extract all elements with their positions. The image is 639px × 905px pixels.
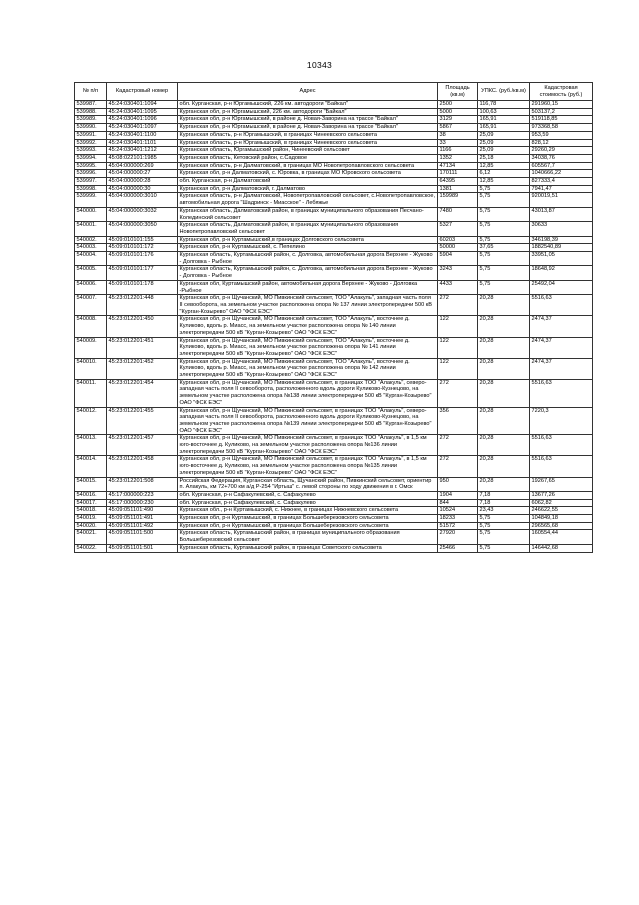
area-cell: 1166 bbox=[438, 147, 478, 155]
area-cell: 3129 bbox=[438, 116, 478, 124]
upks-cell: 5,75 bbox=[478, 530, 530, 544]
cadastral-cost-cell: 7220,3 bbox=[530, 407, 593, 435]
address-cell: Курганская обл, р-н Щучанский, МО Пивкинский сельсовет, в границах ТОО "Алакуль", северо-западная часть поля II севооборота, расположенного вдоль дороги Куликово-Кузнецово, на земельном участке расположена опора №139 линии электропередачи 500 кВ "Курган-Козырево" ОАО "ФСК ЕЭС" bbox=[178, 407, 438, 435]
table-row bbox=[75, 316, 593, 337]
upks-cell: 25,09 bbox=[478, 139, 530, 147]
area-cell: 272 bbox=[438, 456, 478, 477]
address-cell: Курганская обл, р-н Далматовский, г. Далматово bbox=[178, 185, 438, 193]
row-number-cell: 540014. bbox=[75, 456, 107, 477]
table-row bbox=[75, 477, 593, 491]
upks-cell: 116,78 bbox=[478, 101, 530, 109]
cadastral-cost-cell: 43013,87 bbox=[530, 207, 593, 221]
address-cell: Курганская обл, р-н Щучанский, МО Пивкинский сельсовет, в границах ТОО "Алакуль", северо-западная часть поля II севооборота, расположенного вдоль дороги Куликово-Кузнецово, на земельном участке расположена опора №138 линии электропередачи 500 кВ "Курган-Козырево" ОАО "ФСК ЕЭС" bbox=[178, 379, 438, 407]
upks-cell: 5,75 bbox=[478, 185, 530, 193]
cadastral-cost-cell: 1040666,22 bbox=[530, 170, 593, 178]
table-row bbox=[75, 131, 593, 139]
upks-cell: 165,91 bbox=[478, 124, 530, 132]
row-number-cell: 540015. bbox=[75, 477, 107, 491]
cadastral-number-cell: 45:04:000000:30 bbox=[107, 185, 178, 193]
address-cell: Курганская обл, р-н Куртамышский, с. Пепелино bbox=[178, 244, 438, 252]
cadastral-cost-cell: 33951,05 bbox=[530, 252, 593, 266]
area-cell: 47134 bbox=[438, 162, 478, 170]
row-number-cell: 539997. bbox=[75, 178, 107, 186]
area-cell: 2500 bbox=[438, 101, 478, 109]
area-cell: 170111 bbox=[438, 170, 478, 178]
table-row bbox=[75, 491, 593, 499]
table-row bbox=[75, 193, 593, 207]
cadastral-cost-cell: 34038,76 bbox=[530, 154, 593, 162]
area-cell: 122 bbox=[438, 358, 478, 379]
table-row bbox=[75, 162, 593, 170]
upks-cell: 25,09 bbox=[478, 131, 530, 139]
address-cell: Курганская обл, р-н Щучанский, МО Пивкинский сельсовет, ТОО "Алакуль", восточнее д. Куликово, вдоль р. Миасс, на земельном участке расположена опора № 141 линии электропередачи 500 кВ "Курган-Козырево" ОАО "ФСК ЕЭС" bbox=[178, 337, 438, 358]
cadastral-cost-cell: 25492,04 bbox=[530, 280, 593, 294]
header-upks: УПКС. (руб./кв.м) bbox=[478, 83, 530, 101]
area-cell: 64395 bbox=[438, 178, 478, 186]
table-row bbox=[75, 252, 593, 266]
row-number-cell: 539999. bbox=[75, 193, 107, 207]
upks-cell: 20,28 bbox=[478, 435, 530, 456]
table-row bbox=[75, 207, 593, 221]
cadastral-number-cell: 45:09:051101:490 bbox=[107, 507, 178, 515]
cadastral-number-cell: 45:04:000000:3010 bbox=[107, 193, 178, 207]
address-cell: Курганская область, Далматовский район, в границах муниципального образования Новопетропавловский сельсовет bbox=[178, 222, 438, 236]
cadastral-number-cell: 45:09:010101:172 bbox=[107, 244, 178, 252]
address-cell: Курганская область, Кетовский район, с.Садовое bbox=[178, 154, 438, 162]
address-cell: Курганская область, Юргамышский район, Чинеевский сельсовет bbox=[178, 147, 438, 155]
area-cell: 7480 bbox=[438, 207, 478, 221]
cadastral-number-cell: 45:17:000000:223 bbox=[107, 491, 178, 499]
table-row bbox=[75, 358, 593, 379]
table-row bbox=[75, 185, 593, 193]
area-cell: 25466 bbox=[438, 544, 478, 552]
upks-cell: 20,28 bbox=[478, 379, 530, 407]
area-cell: 122 bbox=[438, 316, 478, 337]
upks-cell: 5,75 bbox=[478, 280, 530, 294]
address-cell: Курганская обл, р-н Юргамышский, в районе д. Новая-Заворина на трассе "Байкал" bbox=[178, 116, 438, 124]
address-cell: обл. Курганская, р-н Далматовский bbox=[178, 178, 438, 186]
cadastral-number-cell: 45:09:051101:491 bbox=[107, 515, 178, 523]
cadastral-cost-cell: 503137,2 bbox=[530, 108, 593, 116]
cadastral-number-cell: 45:09:051101:500 bbox=[107, 530, 178, 544]
address-cell: Курганская обл, р-н Щучанский, МО Пивкинский сельсовет, ТОО "Алакуль", восточнее д. Куликово, вдоль р. Миасс, на земельном участке расположена опора № 140 линии электропередачи 500 кВ "Курган-Козырево" ОАО "ФСК ЕЭС" bbox=[178, 316, 438, 337]
upks-cell: 6,12 bbox=[478, 170, 530, 178]
address-cell: Курганская обл, р-н Щучанский, МО Пивкинский сельсовет, в границах ТОО "Алакуль", в 1,5 км юго-восточнее д. Куликово, на земельном участке расположена опора №136 линии электропередачи 500 кВ "Курган-Козырево" ОАО "ФСК ЕЭС" bbox=[178, 435, 438, 456]
upks-cell: 20,28 bbox=[478, 477, 530, 491]
upks-cell: 5,75 bbox=[478, 207, 530, 221]
row-number-cell: 540005. bbox=[75, 266, 107, 280]
header-cadastral-cost: Кадастровая стоимость (руб.) bbox=[530, 83, 593, 101]
cadastral-number-cell: 45:04:000000:3050 bbox=[107, 222, 178, 236]
table-row bbox=[75, 280, 593, 294]
cadastral-cost-cell: 146442,68 bbox=[530, 544, 593, 552]
header-area: Площадь (кв.м) bbox=[438, 83, 478, 101]
upks-cell: 5,75 bbox=[478, 193, 530, 207]
table-row bbox=[75, 522, 593, 530]
row-number-cell: 540016. bbox=[75, 491, 107, 499]
area-cell: 33 bbox=[438, 139, 478, 147]
row-number-cell: 539992. bbox=[75, 139, 107, 147]
table-row bbox=[75, 108, 593, 116]
address-cell: Курганская обл, Куртамышский район, автомобильная дорога Верхнее - Жуково - Долговка -Рыбное bbox=[178, 280, 438, 294]
table-row bbox=[75, 222, 593, 236]
row-number-cell: 540012. bbox=[75, 407, 107, 435]
address-cell: Курганская область, Далматовский район, в границах муниципального образования Песчано-Колединский сельсовет bbox=[178, 207, 438, 221]
area-cell: 1904 bbox=[438, 491, 478, 499]
upks-cell: 7,18 bbox=[478, 499, 530, 507]
table-row bbox=[75, 170, 593, 178]
table-row bbox=[75, 435, 593, 456]
area-cell: 844 bbox=[438, 499, 478, 507]
area-cell: 272 bbox=[438, 295, 478, 316]
upks-cell: 23,43 bbox=[478, 507, 530, 515]
cadastral-number-cell: 45:08:022101:1985 bbox=[107, 154, 178, 162]
row-number-cell: 540017. bbox=[75, 499, 107, 507]
address-cell: Курганская обл, р-н Куртамышский,в границах Долговского сельсовета bbox=[178, 236, 438, 244]
cadastral-cost-cell: 19267,65 bbox=[530, 477, 593, 491]
address-cell: Курганская обл, р-н Щучанский, МО Пивкинский сельсовет, в границах ТОО "Алакуль", в 1,5 км юго-восточнее д. Куликово, на земельном участке расположена опора №135 линии электропередачи 500 кВ "Курган-Козырево" ОАО "ФСК ЕЭС" bbox=[178, 456, 438, 477]
area-cell: 18233 bbox=[438, 515, 478, 523]
upks-cell: 5,75 bbox=[478, 544, 530, 552]
cadastral-number-cell: 45:23:012201:452 bbox=[107, 358, 178, 379]
cadastral-number-cell: 45:24:030401:1097 bbox=[107, 124, 178, 132]
upks-cell: 165,91 bbox=[478, 116, 530, 124]
address-cell: обл. Курганская, р-н Сафакулевский, с. Сафакулево bbox=[178, 499, 438, 507]
cadastral-cost-cell: 104849,18 bbox=[530, 515, 593, 523]
row-number-cell: 540002. bbox=[75, 236, 107, 244]
area-cell: 356 bbox=[438, 407, 478, 435]
cadastral-cost-cell: 2474,37 bbox=[530, 316, 593, 337]
area-cell: 122 bbox=[438, 337, 478, 358]
cadastral-cost-cell: 30633 bbox=[530, 222, 593, 236]
table-row bbox=[75, 507, 593, 515]
table-row bbox=[75, 530, 593, 544]
cadastral-cost-cell: 6062,82 bbox=[530, 499, 593, 507]
cadastral-cost-cell: 2474,37 bbox=[530, 337, 593, 358]
row-number-cell: 539994. bbox=[75, 154, 107, 162]
row-number-cell: 540003. bbox=[75, 244, 107, 252]
cadastral-cost-cell: 605567,7 bbox=[530, 162, 593, 170]
cadastral-number-cell: 45:23:012201:458 bbox=[107, 456, 178, 477]
table-row bbox=[75, 379, 593, 407]
table-row bbox=[75, 139, 593, 147]
upks-cell: 20,28 bbox=[478, 407, 530, 435]
upks-cell: 20,28 bbox=[478, 358, 530, 379]
area-cell: 5327 bbox=[438, 222, 478, 236]
upks-cell: 5,75 bbox=[478, 266, 530, 280]
cadastral-number-cell: 45:23:012201:454 bbox=[107, 379, 178, 407]
cadastral-number-cell: 45:24:030401:1095 bbox=[107, 108, 178, 116]
row-number-cell: 540018. bbox=[75, 507, 107, 515]
cadastral-number-cell: 45:04:000000:3032 bbox=[107, 207, 178, 221]
table-row bbox=[75, 407, 593, 435]
upks-cell: 5,75 bbox=[478, 252, 530, 266]
table-header-row bbox=[75, 83, 593, 101]
area-cell: 1352 bbox=[438, 154, 478, 162]
row-number-cell: 539988. bbox=[75, 108, 107, 116]
upks-cell: 20,28 bbox=[478, 295, 530, 316]
row-number-cell: 539993. bbox=[75, 147, 107, 155]
page-number: 10343 bbox=[306, 60, 333, 70]
row-number-cell: 539989. bbox=[75, 116, 107, 124]
row-number-cell: 539987. bbox=[75, 101, 107, 109]
upks-cell: 12,85 bbox=[478, 178, 530, 186]
cadastral-number-cell: 45:09:051101:492 bbox=[107, 522, 178, 530]
cadastral-number-cell: 45:09:010101:178 bbox=[107, 280, 178, 294]
area-cell: 5000 bbox=[438, 108, 478, 116]
address-cell: Курганская область, Куртамышский район, в границах Советского сельсовета bbox=[178, 544, 438, 552]
upks-cell: 20,28 bbox=[478, 316, 530, 337]
cadastral-cost-cell: 346198,39 bbox=[530, 236, 593, 244]
row-number-cell: 540001. bbox=[75, 222, 107, 236]
area-cell: 4433 bbox=[438, 280, 478, 294]
address-cell: Курганская обл, р-н Юргамышский, в районе д. Новая-Заворина на трассе "Байкал" bbox=[178, 124, 438, 132]
area-cell: 3243 bbox=[438, 266, 478, 280]
cadastral-number-cell: 45:23:012201:448 bbox=[107, 295, 178, 316]
upks-cell: 100,63 bbox=[478, 108, 530, 116]
cadastral-cost-cell: 2474,37 bbox=[530, 358, 593, 379]
address-cell: обл. Курганская, р-н Юргамышский, 226 км. автодороги "Байкал" bbox=[178, 101, 438, 109]
cadastral-cost-cell: 5516,63 bbox=[530, 456, 593, 477]
upks-cell: 25,09 bbox=[478, 147, 530, 155]
row-number-cell: 539991. bbox=[75, 131, 107, 139]
cadastral-cost-cell: 296565,68 bbox=[530, 522, 593, 530]
table-row bbox=[75, 499, 593, 507]
table-row bbox=[75, 544, 593, 552]
table-row bbox=[75, 515, 593, 523]
table-row bbox=[75, 266, 593, 280]
table-row bbox=[75, 154, 593, 162]
row-number-cell: 540021. bbox=[75, 530, 107, 544]
table-row bbox=[75, 295, 593, 316]
row-number-cell: 540000. bbox=[75, 207, 107, 221]
cadastral-number-cell: 45:23:012201:455 bbox=[107, 407, 178, 435]
row-number-cell: 540007. bbox=[75, 295, 107, 316]
table-body bbox=[75, 101, 593, 553]
area-cell: 38 bbox=[438, 131, 478, 139]
upks-cell: 12,85 bbox=[478, 162, 530, 170]
upks-cell: 37,65 bbox=[478, 244, 530, 252]
address-cell: Курганская область, Куртамышский район, с. Долговка, автомобильная дорога Верхнее - Жуково - Долговка - Рыбное bbox=[178, 266, 438, 280]
address-cell: Российская Федерация, Курганская область, Щучанский район, Пивкинский сельсовет, ориентир п. Алакуль, км 72+700 км а/д Р-254 "Иртыш" с. левой стороны по ходу движения в г. Омск bbox=[178, 477, 438, 491]
cadastral-number-cell: 45:04:000000:269 bbox=[107, 162, 178, 170]
address-cell: Курганская область, Куртамышский район, в границах муниципального образования Большеберезовский сельсовет bbox=[178, 530, 438, 544]
address-cell: Курганская обл, р-н Щучанский, МО Пивкинский сельсовет, ТОО "Алакуль", восточнее д. Куликово, вдоль р. Миасс, на земельном участке расположена опора № 142 линии электропередачи 500 кВ "Курган-Козырево" ОАО "ФСК ЕЭС" bbox=[178, 358, 438, 379]
table-row bbox=[75, 456, 593, 477]
row-number-cell: 539998. bbox=[75, 185, 107, 193]
cadastral-number-cell: 45:23:012201:450 bbox=[107, 316, 178, 337]
table-row bbox=[75, 116, 593, 124]
table-row bbox=[75, 337, 593, 358]
header-cadastral-number: Кадастровый номер bbox=[107, 83, 178, 101]
table-row bbox=[75, 147, 593, 155]
row-number-cell: 540009. bbox=[75, 337, 107, 358]
cadastral-cost-cell: 953,59 bbox=[530, 131, 593, 139]
address-cell: Курганская обл., р-н Куртамышский, с. Нижнее, в границах Нижневского сельсовета bbox=[178, 507, 438, 515]
row-number-cell: 539996. bbox=[75, 170, 107, 178]
area-cell: 10524 bbox=[438, 507, 478, 515]
address-cell: Курганская область, р-н Далматовский, Новопетропавловский сельсовет, с.Новопетропавловское, автомобильная дорога "Шадринск - Миасское" - Лебяжье bbox=[178, 193, 438, 207]
table-row bbox=[75, 244, 593, 252]
area-cell: 1381 bbox=[438, 185, 478, 193]
address-cell: Курганская обл, р-н Щучанский, МО Пивкинский сельсовет, ТОО "Алакуль", западная часть поля II севооборота, на земельном участке расположена опора № 137 линии электропередачи 500 кВ "Курган-Козырево" ОАО "ФСК ЕЭС" bbox=[178, 295, 438, 316]
row-number-cell: 540006. bbox=[75, 280, 107, 294]
area-cell: 950 bbox=[438, 477, 478, 491]
cadastral-cost-cell: 291960,15 bbox=[530, 101, 593, 109]
table-row bbox=[75, 236, 593, 244]
cadastral-number-cell: 45:04:000000:27 bbox=[107, 170, 178, 178]
area-cell: 27920 bbox=[438, 530, 478, 544]
address-cell: Курганская обл, р-н Далматовский, с. Юровка, в границах МО Юровского сельсовета bbox=[178, 170, 438, 178]
area-cell: 272 bbox=[438, 435, 478, 456]
upks-cell: 5,75 bbox=[478, 222, 530, 236]
address-cell: Курганская область, р-н Далматовский, в границах МО Новопетропавловского сельсовета bbox=[178, 162, 438, 170]
cadastral-cost-cell: 973368,58 bbox=[530, 124, 593, 132]
cadastral-number-cell: 45:04:000000:28 bbox=[107, 178, 178, 186]
address-cell: Курганская область, р-н Юргамышский, в границах Чинеевского сельсовета bbox=[178, 131, 438, 139]
cadastral-cost-cell: 18648,92 bbox=[530, 266, 593, 280]
row-number-cell: 540019. bbox=[75, 515, 107, 523]
cadastral-number-cell: 45:17:000000:230 bbox=[107, 499, 178, 507]
row-number-cell: 540004. bbox=[75, 252, 107, 266]
cadastral-cost-cell: 1882540,89 bbox=[530, 244, 593, 252]
table-row bbox=[75, 178, 593, 186]
cadastral-cost-cell: 5516,63 bbox=[530, 379, 593, 407]
area-cell: 272 bbox=[438, 379, 478, 407]
cadastral-cost-cell: 160554,44 bbox=[530, 530, 593, 544]
cadastral-cost-cell: 246622,55 bbox=[530, 507, 593, 515]
cadastral-number-cell: 45:24:030401:1212 bbox=[107, 147, 178, 155]
upks-cell: 5,75 bbox=[478, 236, 530, 244]
cadastral-number-cell: 45:09:010101:176 bbox=[107, 252, 178, 266]
cadastral-cost-cell: 5516,63 bbox=[530, 435, 593, 456]
cadastral-number-cell: 45:09:051101:501 bbox=[107, 544, 178, 552]
address-cell: Курганская область, Куртамышский район, с. Долговка, автомобильная дорога Верхнее - Жуково - Долговка - Рыбное bbox=[178, 252, 438, 266]
area-cell: 5904 bbox=[438, 252, 478, 266]
row-number-cell: 540010. bbox=[75, 358, 107, 379]
upks-cell: 5,75 bbox=[478, 522, 530, 530]
table-row bbox=[75, 124, 593, 132]
cadastral-cost-cell: 7941,47 bbox=[530, 185, 593, 193]
cadastral-value-table bbox=[74, 82, 593, 553]
upks-cell: 7,18 bbox=[478, 491, 530, 499]
cadastral-number-cell: 45:24:030401:1096 bbox=[107, 116, 178, 124]
address-cell: Курганская область, р-н Юргамышский, в границах Чинеевского сельсовета bbox=[178, 139, 438, 147]
row-number-cell: 540013. bbox=[75, 435, 107, 456]
cadastral-cost-cell: 29260,29 bbox=[530, 147, 593, 155]
cadastral-cost-cell: 5516,63 bbox=[530, 295, 593, 316]
cadastral-number-cell: 45:24:030401:1094 bbox=[107, 101, 178, 109]
address-cell: обл. Курганская, р-н Сафакулевский, с. Сафакулево bbox=[178, 491, 438, 499]
cadastral-cost-cell: 828,12 bbox=[530, 139, 593, 147]
cadastral-cost-cell: 920019,51 bbox=[530, 193, 593, 207]
area-cell: 5867 bbox=[438, 124, 478, 132]
row-number-cell: 540020. bbox=[75, 522, 107, 530]
address-cell: Курганская обл, р-н Юргамышский, 226 км. автодороги "Байкал" bbox=[178, 108, 438, 116]
area-cell: 51572 bbox=[438, 522, 478, 530]
row-number-cell: 540008. bbox=[75, 316, 107, 337]
cadastral-number-cell: 45:09:010101:177 bbox=[107, 266, 178, 280]
row-number-cell: 540011. bbox=[75, 379, 107, 407]
cadastral-number-cell: 45:23:012201:451 bbox=[107, 337, 178, 358]
upks-cell: 5,75 bbox=[478, 515, 530, 523]
cadastral-cost-cell: 13677,26 bbox=[530, 491, 593, 499]
upks-cell: 20,28 bbox=[478, 456, 530, 477]
row-number-cell: 539995. bbox=[75, 162, 107, 170]
upks-cell: 20,28 bbox=[478, 337, 530, 358]
header-number: № п/п bbox=[75, 83, 107, 101]
row-number-cell: 539990. bbox=[75, 124, 107, 132]
cadastral-number-cell: 45:23:012201:508 bbox=[107, 477, 178, 491]
row-number-cell: 540022. bbox=[75, 544, 107, 552]
area-cell: 159989 bbox=[438, 193, 478, 207]
cadastral-number-cell: 45:09:010101:155 bbox=[107, 236, 178, 244]
cadastral-cost-cell: 827333,4 bbox=[530, 178, 593, 186]
cadastral-number-cell: 45:24:030401:1101 bbox=[107, 139, 178, 147]
area-cell: 50000 bbox=[438, 244, 478, 252]
area-cell: 60203 bbox=[438, 236, 478, 244]
cadastral-cost-cell: 519118,85 bbox=[530, 116, 593, 124]
cadastral-number-cell: 45:24:030401:1100 bbox=[107, 131, 178, 139]
address-cell: Курганская обл, р-н Куртамышский, в границах Большеберезовского сельсовета bbox=[178, 522, 438, 530]
table-row bbox=[75, 101, 593, 109]
address-cell: Курганская обл, р-н Куртамышский, в границах Большеберезовского сельсовета bbox=[178, 515, 438, 523]
header-address: Адрес bbox=[178, 83, 438, 101]
cadastral-number-cell: 45:23:012201:457 bbox=[107, 435, 178, 456]
upks-cell: 25,18 bbox=[478, 154, 530, 162]
